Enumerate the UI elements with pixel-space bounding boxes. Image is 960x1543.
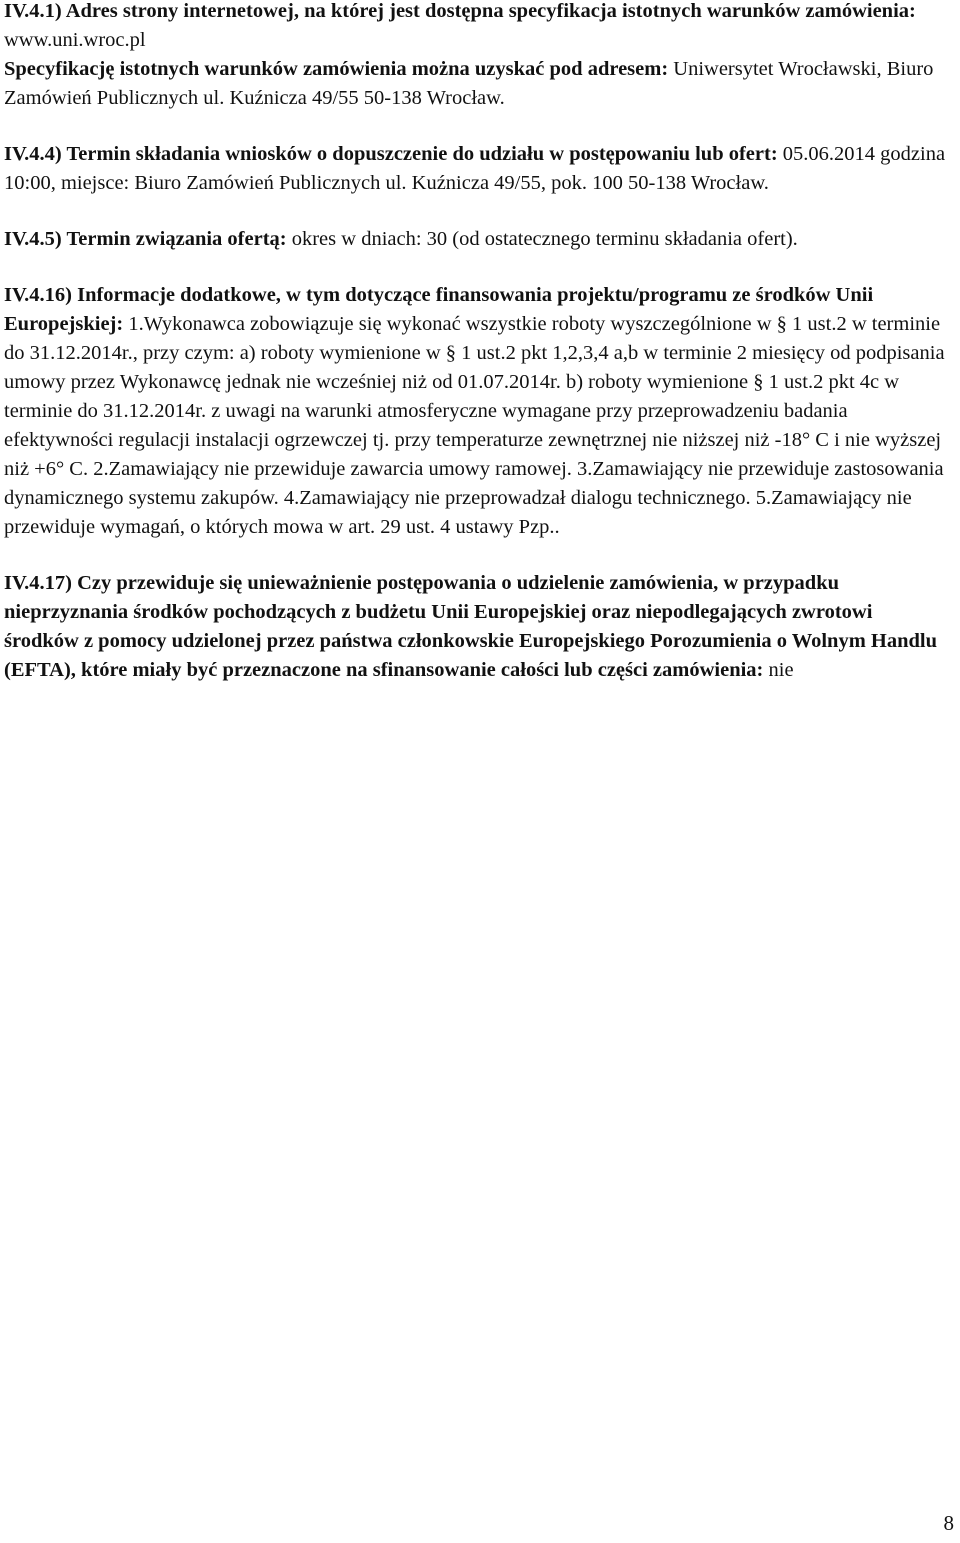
section-iv-4-17-value: nie [763,659,794,681]
section-iv-4-5-value: okres w dniach: 30 (od ostatecznego terminu składania ofert). [286,228,798,250]
section-iv-4-1-value: www.uni.wroc.pl [4,29,146,51]
section-iv-4-4-value: 05.06.2014 godzina 10:00, miejsce: Biuro Zamówień Publicznych ul. Kuźnicza 49/55, pok. 100 50-138 Wrocław. [4,143,946,194]
section-iv-4-16-value: 1.Wykonawca zobowiązuje się wykonać wszystkie roboty wyszczególnione w § 1 ust.2 w terminie do 31.12.2014r., przy czym: a) roboty wymienione w § 1 ust.2 pkt 1,2,3,4 a,b w terminie 2 miesięcy od podpisania umowy przez Wykonawcę jednak nie wcześniej niż od 01.07.2014r. b) roboty wymienione § 1 ust.2 pkt 4c w terminie do 31.12.2014r. z uwagi na warunki atmosferyczne wymagane przy przeprowadzeniu badania efektywności regulacji instalacji ogrzewczej tj. przy temperaturze zewnętrznej nie niższej niż -18° C i nie wyższej niż +6° C. 2.Zamawiający nie przewiduje zawarcia umowy ramowej. 3.Zamawiający nie przewiduje zastosowania dynamicznego systemu zakupów. 4.Zamawiający nie przeprowadzał dialogu technicznego. 5.Zamawiający nie przewiduje wymagań, o których mowa w art. 29 ust. 4 ustawy Pzp.. [4,313,945,538]
section-iv-4-1 [4,0,952,55]
page-number: 8 [943,1511,954,1535]
section-iv-4-17 [4,569,952,685]
section-siwz-address-value: Uniwersytet Wrocławski, Biuro Zamówień Publicznych ul. Kuźnicza 49/55 50-138 Wrocław. [4,58,934,109]
section-iv-4-5 [4,225,952,254]
section-siwz-address-label: Specyfikację istotnych warunków zamówienia można uzyskać pod adresem: [4,58,669,80]
document-page [4,0,952,685]
section-iv-4-4-label: IV.4.4) Termin składania wniosków o dopuszczenie do udziału w postępowaniu lub ofert: [4,143,778,165]
section-siwz-address [4,55,952,113]
section-iv-4-5-label: IV.4.5) Termin związania ofertą: [4,228,287,250]
section-iv-4-4 [4,140,952,198]
section-iv-4-1-label: IV.4.1) Adres strony internetowej, na której jest dostępna specyfikacja istotnych warunków zamówienia: [4,0,916,22]
section-iv-4-16-label: IV.4.16) Informacje dodatkowe, w tym dotyczące finansowania projektu/programu ze środków Unii Europejskiej: [4,284,874,335]
section-iv-4-16 [4,281,952,542]
section-iv-4-17-label: IV.4.17) Czy przewiduje się unieważnienie postępowania o udzielenie zamówienia, w przypadku nieprzyznania środków pochodzących z budżetu Unii Europejskiej oraz niepodlegających zwrotowi środków z pomocy udzielonej przez państwa członkowskie Europejskiego Porozumienia o Wolnym Handlu (EFTA), które miały być przeznaczone na sfinansowanie całości lub części zamówienia: [4,572,938,681]
